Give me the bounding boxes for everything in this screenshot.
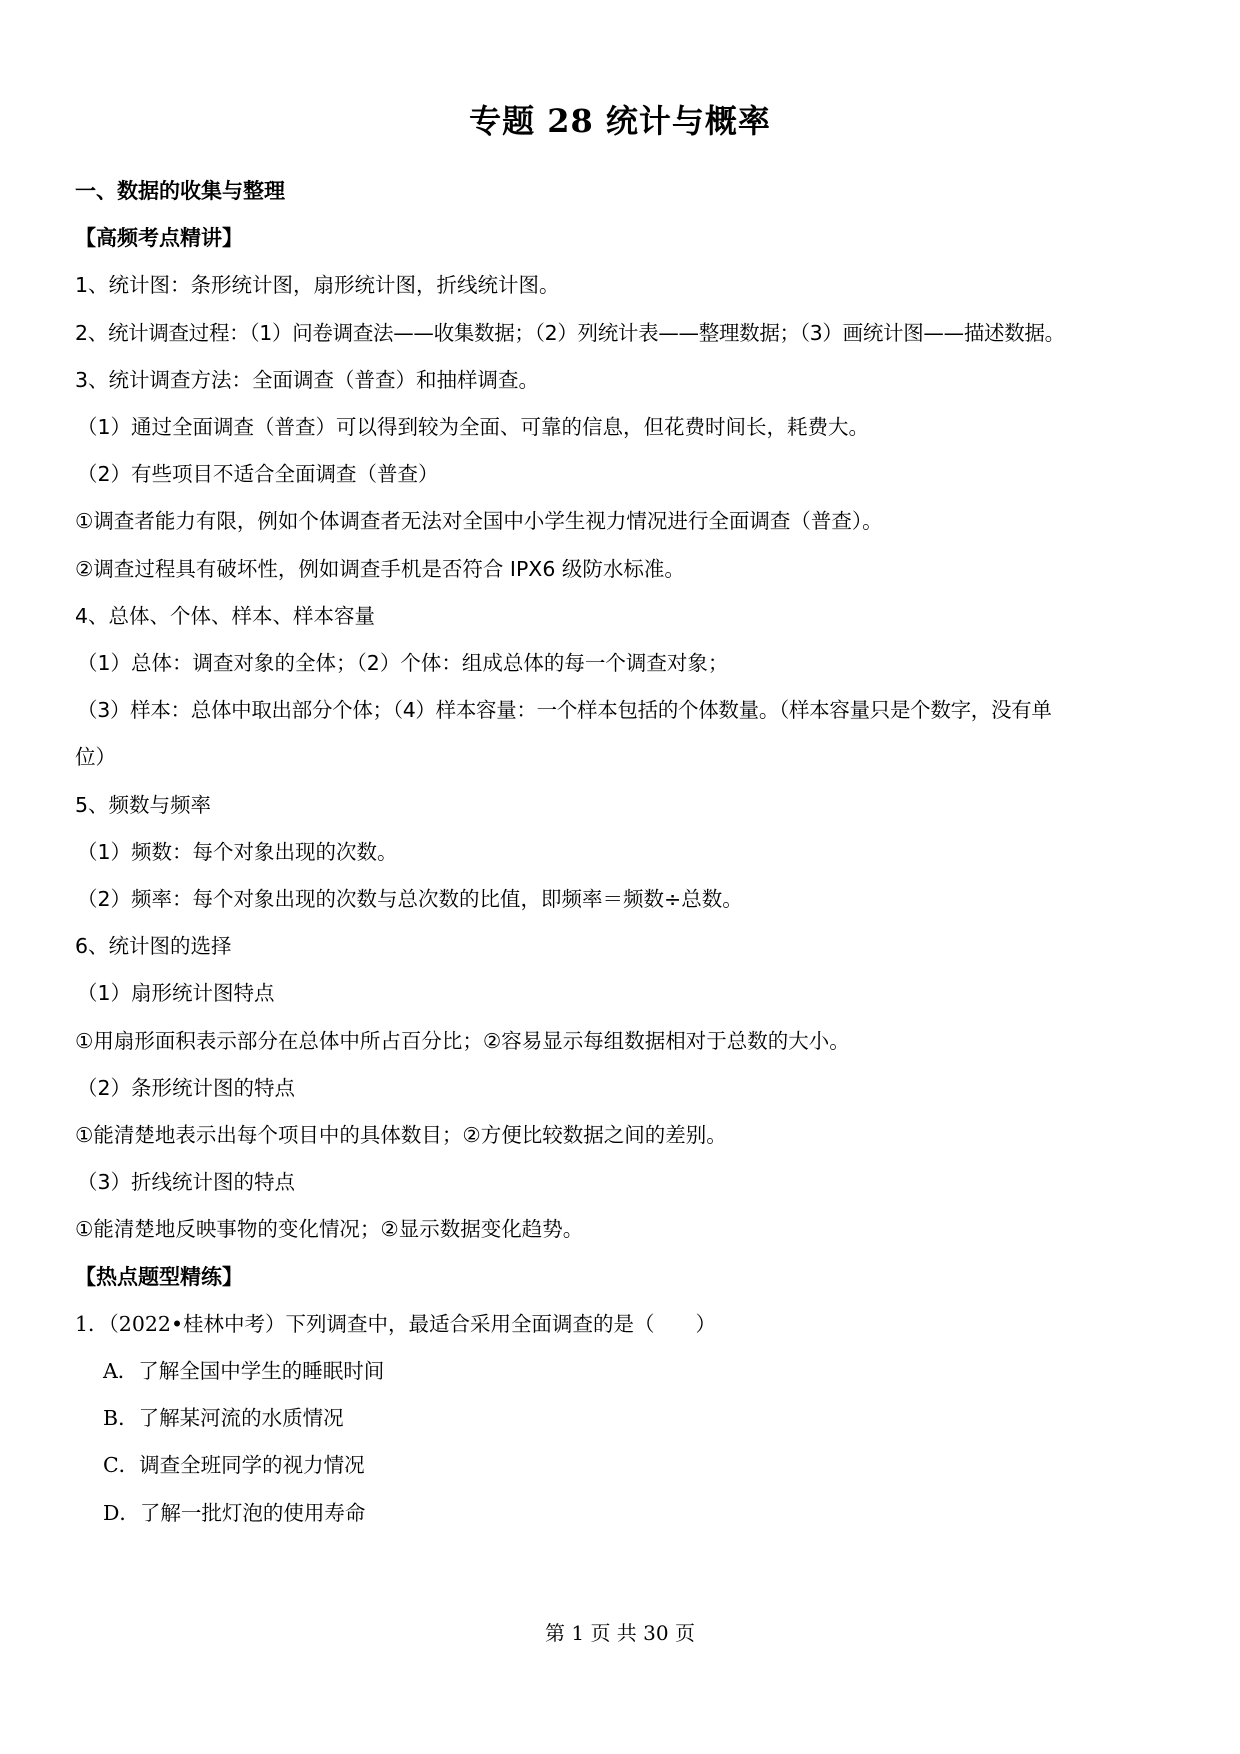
point-line: （3）样本：总体中取出部分个体；（4）样本容量：一个样本包括的个体数量。（样本容量只是个数字，没有单 [77,698,1052,723]
point-line: （3）折线统计图的特点 [77,1170,296,1195]
point-line: （1）通过全面调查（普查）可以得到较为全面、可靠的信息，但花费时间长，耗费大。 [77,415,870,440]
point-line: 4、总体、个体、样本、样本容量 [75,603,376,628]
point-line: （2）条形统计图的特点 [77,1075,296,1100]
option-d: D．了解一批灯泡的使用寿命 [103,1500,366,1525]
subheading-practice: 【热点题型精练】 [75,1264,243,1289]
point-line: 2、统计调查过程：（1）问卷调查法——收集数据；（2）列统计表——整理数据；（3）画统计图——描述数据。 [75,320,1065,345]
point-line: （1）频数：每个对象出现的次数。 [77,839,398,864]
point-line: 6、统计图的选择 [75,934,232,959]
option-a: A．了解全国中学生的睡眠时间 [103,1359,385,1384]
point-line: （1）总体：调查对象的全体；（2）个体：组成总体的每一个调查对象； [77,651,729,676]
point-line: （1）扇形统计图特点 [77,981,275,1006]
page-footer: 第 1 页 共 30 页 [545,1621,695,1645]
option-b: B．了解某河流的水质情况 [103,1406,344,1431]
section-heading: 一、数据的收集与整理 [75,179,285,203]
point-line: （2）有些项目不适合全面调查（普查） [77,462,439,487]
page-content [75,168,1175,1537]
question-stem: 1．（2022•桂林中考）下列调查中，最适合采用全面调查的是（ ） [75,1311,717,1336]
point-line: ①能清楚地反映事物的变化情况；②显示数据变化趋势。 [75,1217,584,1242]
page-title: 专题 28 统计与概率 [469,102,771,140]
point-line: ①能清楚地表示出每个项目中的具体数目；②方便比较数据之间的差别。 [75,1123,727,1148]
point-line: ①用扇形面积表示部分在总体中所占百分比；②容易显示每组数据相对于总数的大小。 [75,1028,850,1053]
point-line: 位） [75,745,116,770]
point-line: 3、统计调查方法：全面调查（普查）和抽样调查。 [75,367,540,392]
option-c: C．调查全班同学的视力情况 [103,1453,365,1478]
point-line: ②调查过程具有破坏性，例如调查手机是否符合 IPX6 级防水标准。 [75,556,685,581]
point-line: 1、统计图：条形统计图，扇形统计图，折线统计图。 [75,273,560,298]
point-line: 5、频数与频率 [75,792,212,817]
point-line: ①调查者能力有限，例如个体调查者无法对全国中小学生视力情况进行全面调查（普查）。 [75,509,883,534]
subheading-key-points: 【高频考点精讲】 [75,226,243,251]
point-line: （2）频率：每个对象出现的次数与总次数的比值，即频率＝频数÷总数。 [77,887,743,912]
